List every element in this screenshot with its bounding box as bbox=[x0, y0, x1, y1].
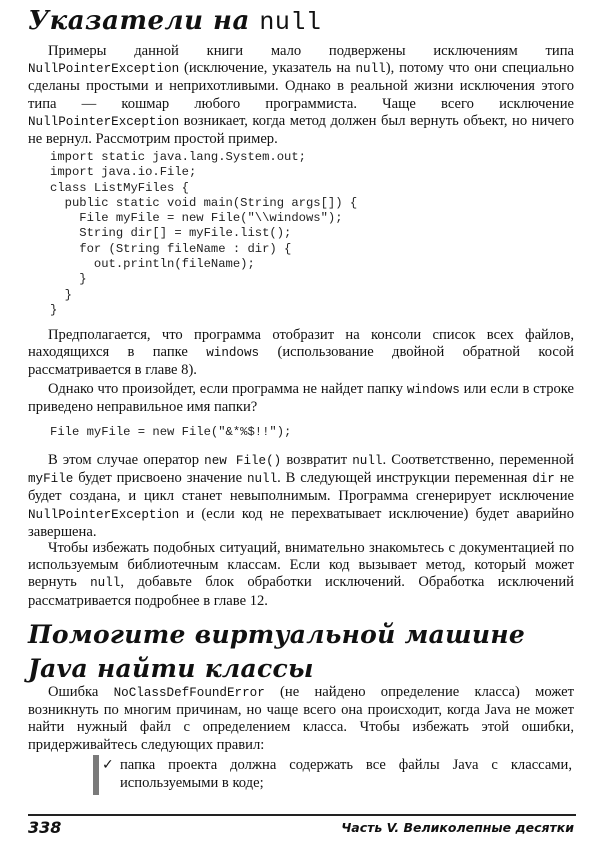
text-run: или если в строке приведено неправильное имя папки? bbox=[28, 381, 574, 416]
inline-code: NullPointerException bbox=[28, 62, 180, 77]
text-run: Предполагается, что программа отобразит на консоли список всех файлов, находящихся в папке bbox=[28, 327, 574, 361]
inline-code: new File() bbox=[204, 454, 282, 468]
inline-code: NoClassDefFoundError bbox=[113, 686, 265, 700]
list-item-text: папка проекта должна содержать все файлы Java с классами, используемыми в коде; bbox=[120, 757, 572, 791]
inline-code: myFile bbox=[28, 472, 74, 487]
code-line: class ListMyFiles { bbox=[50, 180, 189, 195]
inline-code: null bbox=[355, 62, 386, 77]
code-line: File myFile = new File("&*%$!!"); bbox=[50, 425, 292, 439]
code-line: import static java.lang.System.out; bbox=[50, 150, 306, 164]
running-footer-part-title: Часть V. Великолепные десятки bbox=[341, 820, 574, 835]
text-run: В этом случае оператор bbox=[48, 452, 205, 468]
text-run: . Соответственно, переменной bbox=[382, 452, 574, 468]
paragraph-expected-output bbox=[28, 327, 574, 380]
section-heading-null-pointers bbox=[28, 6, 321, 37]
text-run: Чтобы избежать подобных ситуаций, внимательно знакомьтесь с документацией по используемым библиотечным классам. Если код вызывает метод, который может вернуть bbox=[28, 540, 574, 591]
paragraph-what-if bbox=[28, 381, 574, 416]
check-mark-icon: ✓ bbox=[102, 757, 114, 773]
code-line: import java.io.File; bbox=[50, 165, 197, 180]
code-listing-listmyfiles bbox=[50, 150, 570, 318]
paragraph-intro bbox=[28, 43, 574, 148]
text-run: будет присвоено значение bbox=[73, 470, 247, 487]
text-run: возвратит bbox=[281, 452, 353, 468]
code-line: String dir[] = myFile.list(); bbox=[50, 226, 292, 241]
text-run: . В следующей инструкции переменная bbox=[277, 470, 533, 487]
text-run: Ошибка bbox=[48, 684, 114, 700]
text-run: Примеры данной книги мало подвержены исключениям типа bbox=[48, 43, 574, 59]
paragraph-advice bbox=[28, 540, 574, 610]
code-line: public static void main(String args[]) { bbox=[50, 195, 358, 210]
inline-code: null bbox=[246, 472, 278, 487]
code-line: } bbox=[50, 287, 72, 302]
text-run: (исключение, указатель на bbox=[179, 60, 356, 77]
section-heading-help-jvm bbox=[28, 618, 525, 686]
code-line: for (String fileName : dir) { bbox=[50, 241, 292, 256]
text-run: Однако что произойдет, если программа не найдет папку bbox=[48, 381, 407, 397]
inline-code: NullPointerException bbox=[28, 507, 180, 522]
bullet-list-bar bbox=[93, 755, 99, 795]
inline-code: dir bbox=[532, 472, 555, 487]
code-line: } bbox=[50, 272, 87, 287]
text-run: (использование двойной обратной косой рассматривается в главе 8). bbox=[28, 344, 574, 379]
inline-code: null bbox=[352, 454, 383, 468]
paragraph-noclassdef bbox=[28, 684, 574, 754]
text-run: ), потому что они специально сделаны простыми и неприхотливыми. Однако в реальной жизни исключения этого типа — кошмар любого программиста. Чаще всего исключение bbox=[28, 60, 574, 112]
code-line: out.println(fileName); bbox=[50, 257, 255, 272]
inline-code: windows bbox=[406, 383, 460, 397]
text-run: , добавьте блок обработки исключений. Обработка исключений рассматривается подробнее в главе 12. bbox=[28, 574, 574, 609]
inline-code: windows bbox=[206, 346, 260, 361]
heading-text: Указатели на bbox=[28, 6, 260, 36]
code-listing-bad-path bbox=[50, 425, 570, 440]
heading-line: Помогите виртуальной машине bbox=[28, 620, 526, 649]
heading-line: Java найти классы bbox=[28, 654, 314, 683]
code-line: File myFile = new File("\\windows"); bbox=[50, 211, 343, 226]
page-number: 338 bbox=[28, 818, 62, 837]
text-run: возникает, когда метод должен был вернуть объект, но ничего не вернул. Рассмотрим простой пример. bbox=[28, 112, 574, 148]
heading-code: null bbox=[259, 8, 322, 37]
list-item bbox=[102, 756, 572, 792]
text-run: (не найдено определение класса) может возникнуть по многим причинам, но чаще всего она происходит, когда Java не может найти нужный файл с определением класса. Чтобы избежать этой ошибки, придерживайтесь следующих правил: bbox=[28, 684, 574, 753]
text-run: не будет создана, и цикл станет невыполнимым. Программа сгенерирует исключение bbox=[28, 470, 575, 505]
inline-code: null bbox=[90, 576, 121, 591]
inline-code: NullPointerException bbox=[28, 114, 180, 129]
text-run: и (если код не перехватывает исключение) будет аварийно завершена. bbox=[28, 505, 574, 540]
paragraph-consequence bbox=[28, 452, 574, 541]
footer-divider bbox=[28, 814, 576, 816]
code-line: } bbox=[50, 302, 58, 317]
